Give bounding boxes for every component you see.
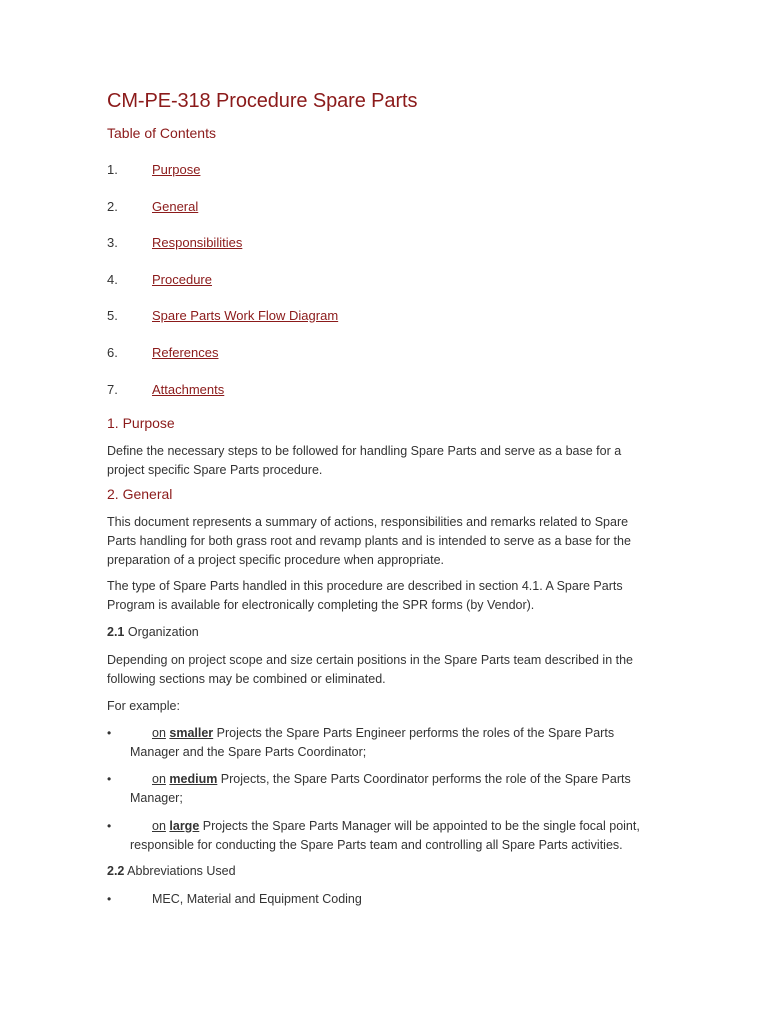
bullet-text: Projects the Spare Parts Engineer performs the roles of the Spare Parts Manager and the Spare Parts Coordinator; <box>130 726 615 759</box>
toc-link-responsibilities[interactable]: Responsibilities <box>152 235 243 250</box>
organization-text: Depending on project scope and size certain positions in the Spare Parts team described in the following sections may be combined or eliminated. <box>107 653 634 686</box>
toc-item <box>107 162 200 177</box>
bullet-emphasis: large <box>169 819 200 833</box>
bullet-text: Projects, the Spare Parts Coordinator performs the role of the Spare Parts Manager; <box>130 772 631 805</box>
toc-link-procedure[interactable]: Procedure <box>152 272 212 287</box>
example-label: For example: <box>107 699 180 713</box>
general-paragraph-1: This document represents a summary of actions, responsibilities and remarks related to Spare Parts handling for both grass root and revamp plants and is intended to serve as a base for the preparation of a project specific procedure when appropriate. <box>107 515 631 567</box>
toc-item <box>107 345 218 360</box>
toc-item <box>107 199 198 214</box>
bullet-emphasis: smaller <box>169 726 214 740</box>
bullet-icon: • <box>107 819 112 833</box>
toc-number: 4. <box>107 272 118 287</box>
list-item <box>107 890 652 909</box>
toc-item <box>107 382 224 397</box>
section-heading-general: 2. General <box>107 486 173 502</box>
toc-number: 7. <box>107 382 118 397</box>
toc-number: 6. <box>107 345 118 360</box>
bullet-icon: • <box>107 892 112 906</box>
toc-number: 2. <box>107 199 118 214</box>
toc-item <box>107 272 212 287</box>
toc-link-general[interactable]: General <box>152 199 199 214</box>
subsection-number: 2.2 <box>107 864 125 878</box>
bullet-on: on <box>152 772 166 786</box>
toc-heading: Table of Contents <box>107 125 216 141</box>
toc-number: 1. <box>107 162 118 177</box>
subsection-abbreviations <box>107 862 652 881</box>
toc-link-purpose[interactable]: Purpose <box>152 162 201 177</box>
toc-link-workflow-diagram[interactable]: Spare Parts Work Flow Diagram <box>152 308 339 323</box>
toc-number: 5. <box>107 308 118 323</box>
subsection-number: 2.1 <box>107 625 125 639</box>
subsection-label: Abbreviations Used <box>124 864 236 878</box>
bullet-on: on <box>152 819 166 833</box>
list-item <box>107 770 652 808</box>
purpose-text: Define the necessary steps to be followed for handling Spare Parts and serve as a base for a project specific Spare Parts procedure. <box>107 444 622 477</box>
toc-link-references[interactable]: References <box>152 345 219 360</box>
section-heading-purpose: 1. Purpose <box>107 415 175 431</box>
bullet-on: on <box>152 726 166 740</box>
toc-item <box>107 308 338 323</box>
list-item <box>107 817 652 855</box>
general-paragraph-2: The type of Spare Parts handled in this procedure are described in section 4.1. A Spare Parts Program is available for electronically completing the SPR forms (by Vendor). <box>107 579 623 612</box>
toc-link-attachments[interactable]: Attachments <box>152 382 225 397</box>
document-title: CM-PE-318 Procedure Spare Parts <box>107 90 418 112</box>
list-item <box>107 724 652 762</box>
abbreviation-text: MEC, Material and Equipment Coding <box>152 892 362 906</box>
bullet-text: Projects the Spare Parts Manager will be appointed to be the single focal point, responsible for conducting the Spare Parts team and controlling all Spare Parts activities. <box>130 819 640 852</box>
bullet-icon: • <box>107 772 112 786</box>
bullet-icon: • <box>107 726 112 740</box>
bullet-emphasis: medium <box>169 772 218 786</box>
toc-number: 3. <box>107 235 118 250</box>
toc-item <box>107 235 242 250</box>
subsection-label: Organization <box>124 625 199 639</box>
subsection-organization <box>107 623 652 642</box>
